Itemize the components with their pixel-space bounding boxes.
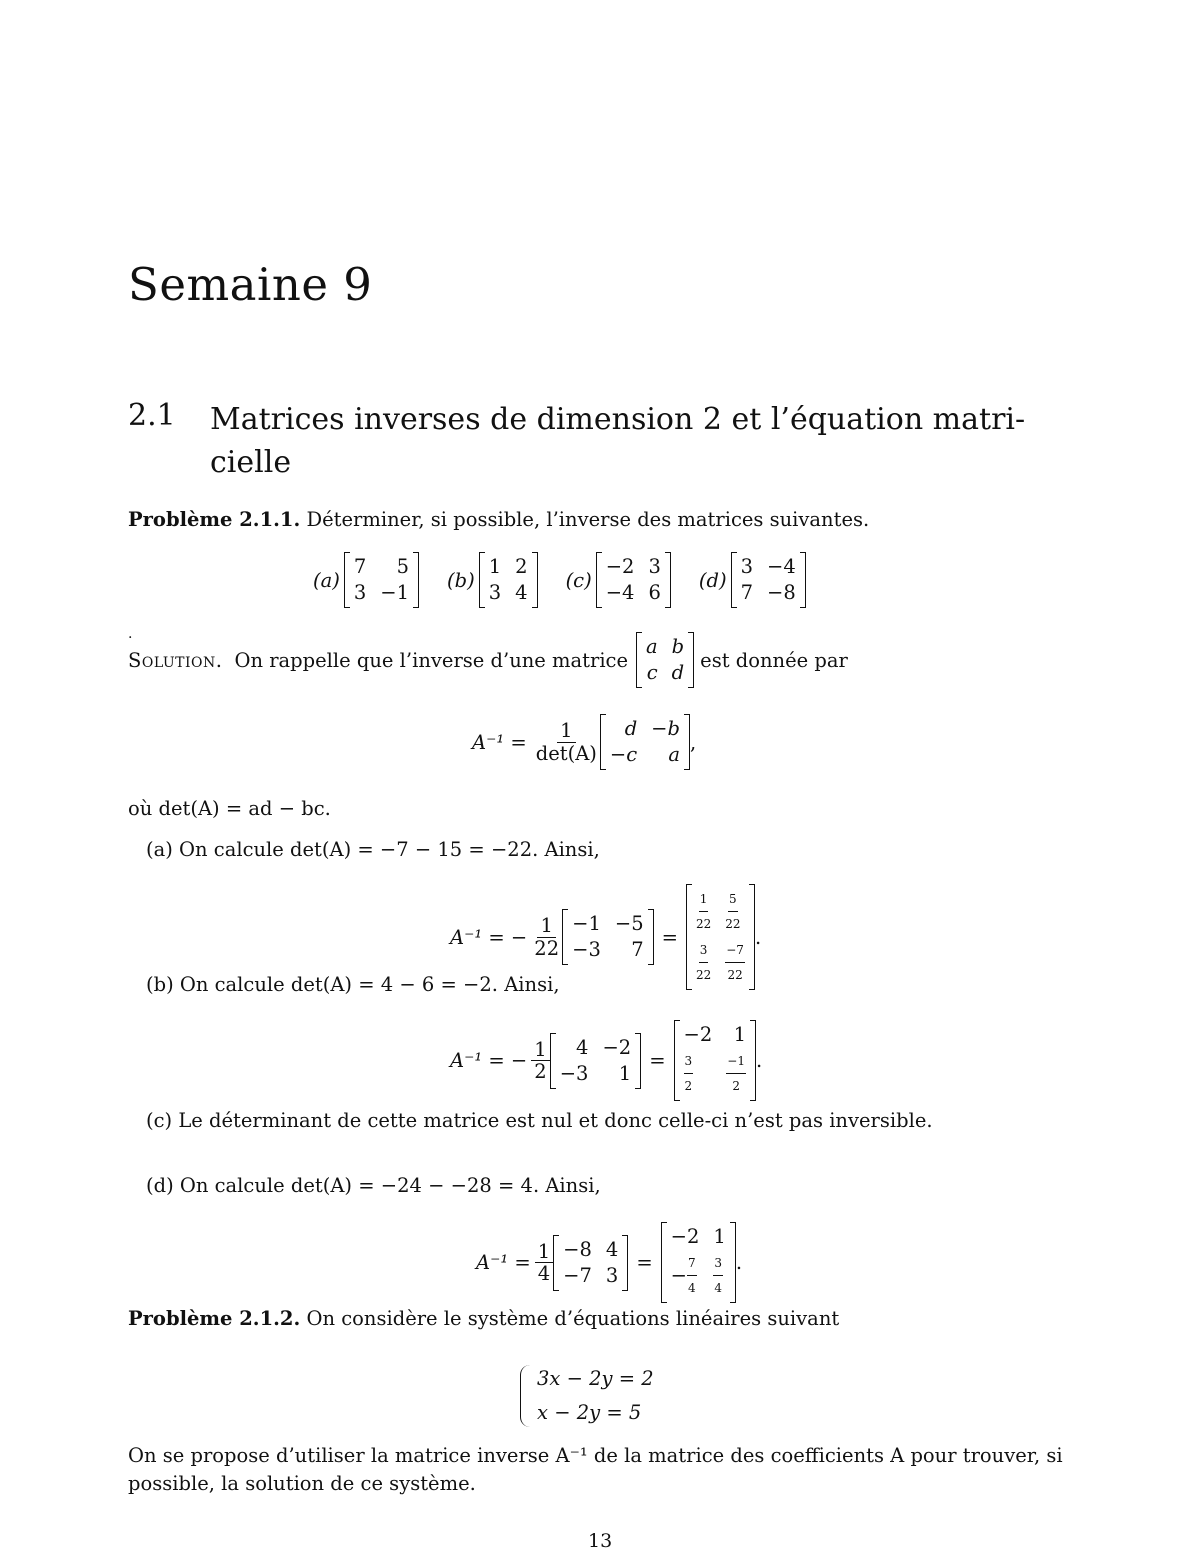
matrix-entry: d (624, 717, 638, 740)
small-fraction (696, 887, 711, 936)
matrix-fraction-cell (696, 887, 711, 936)
equation-lhs: A⁻¹ = − (450, 1049, 528, 1072)
matrix-cells (642, 632, 688, 688)
matrix-entry: −1 (572, 912, 601, 935)
solution-label: Solution. (128, 648, 223, 672)
matrix-fraction-cell (684, 1049, 713, 1098)
problem-1-label: Problème 2.1.1. (128, 508, 301, 531)
problem-1-statement: Déterminer, si possible, l’inverse des matrices suivantes. (306, 508, 870, 531)
system-equations (537, 1362, 654, 1430)
matrix-cells (680, 1020, 750, 1101)
small-fraction (713, 1251, 723, 1300)
matrix (731, 552, 806, 608)
fraction-denominator: det(A) (535, 741, 597, 765)
system-brace (520, 1365, 533, 1427)
fraction-denominator: 2 (534, 1060, 547, 1083)
matrix-entry: −8 (563, 1237, 592, 1261)
matrix-fraction-cell (713, 1251, 725, 1300)
period: . (735, 1251, 743, 1274)
right-bracket (800, 552, 806, 608)
sign: − (670, 1263, 688, 1287)
fraction (535, 1241, 553, 1285)
matrix-entry: 6 (648, 581, 661, 604)
fraction-numerator: 3 (713, 1251, 723, 1276)
problem-2-follow-2: possible, la solution de ce système. (128, 1472, 476, 1495)
fraction-denominator: 2 (684, 1079, 693, 1093)
matrix-fraction-cell (725, 887, 745, 936)
small-fraction (687, 1251, 697, 1300)
matrix (479, 552, 538, 608)
system-eq-1: 3x − 2y = 2 (537, 1367, 654, 1390)
generic-matrix (636, 632, 694, 688)
matrix-fraction-cell (726, 1049, 746, 1098)
equals-sign: = (636, 1251, 653, 1274)
matrix-tag: (c) (565, 568, 592, 592)
matrix-entry: c (646, 661, 658, 684)
matrix-entry: 3 (353, 581, 367, 604)
matrix (661, 1222, 736, 1303)
dot-mark: . (128, 626, 133, 642)
matrix (674, 1020, 756, 1101)
fraction-numerator: 1 (531, 1039, 549, 1061)
right-bracket (665, 552, 671, 608)
matrix (550, 1033, 642, 1089)
right-bracket (532, 552, 538, 608)
matrix-entry: 4 (515, 581, 528, 604)
part-d-equation (476, 1222, 742, 1303)
matrix-entry: 4 (605, 1237, 619, 1261)
matrix-entry: −2 (670, 1225, 700, 1248)
small-fraction (725, 938, 745, 987)
matrix-cells (559, 1235, 622, 1291)
fraction-denominator: 2 (732, 1079, 740, 1093)
part-a-text: (a) On calcule det(A) = −7 − 15 = −22. Ainsi, (146, 838, 600, 861)
matrix-cells (602, 552, 665, 608)
fraction-denominator: 22 (695, 917, 712, 931)
matrix (596, 552, 671, 608)
matrix-entry: −2 (605, 555, 635, 578)
matrix-entry: 5 (396, 555, 410, 578)
right-bracket (635, 1033, 641, 1089)
matrix-fraction-cell (671, 1251, 700, 1300)
matrix-cells (692, 884, 749, 990)
fraction-numerator: 7 (687, 1251, 697, 1276)
matrix-entry: −4 (605, 581, 635, 604)
matrix-entry: 3 (648, 555, 661, 578)
matrix-entry: 2 (515, 555, 528, 578)
matrix-entry: 1 (488, 555, 502, 578)
fraction-numerator: 3 (699, 938, 709, 963)
matrix-entry: d (671, 661, 685, 684)
fraction-numerator: 3 (684, 1049, 694, 1074)
period: . (754, 925, 762, 949)
matrix-entry: 7 (631, 938, 644, 961)
matrix-entry: −c (609, 743, 638, 766)
matrix-entry: −4 (767, 555, 796, 578)
fraction-numerator: 1 (699, 887, 709, 912)
inverse-formula (472, 714, 696, 770)
matrix-tag: (d) (698, 568, 727, 592)
small-fraction (696, 938, 711, 987)
right-bracket (413, 552, 419, 608)
matrix-cells (667, 1222, 730, 1303)
fraction (531, 915, 562, 959)
part-d-text: (d) On calcule det(A) = −24 − −28 = 4. Ainsi, (146, 1174, 601, 1197)
matrix-entry: −3 (572, 938, 601, 961)
matrix (636, 632, 694, 688)
fraction-denominator: 22 (727, 968, 743, 982)
matrix-entry: −5 (614, 912, 644, 935)
solution-intro-tail: est donnée par (700, 648, 848, 672)
fraction-denominator: 4 (537, 1262, 551, 1285)
matrix-entry: 3 (605, 1263, 619, 1287)
problem-2-follow-1: On se propose d’utiliser la matrice inverse A⁻¹ de la matrice des coefficients A pour trouver, si (128, 1444, 1063, 1467)
matrix-entry: −b (651, 717, 680, 740)
matrix-entry: b (671, 635, 685, 658)
section-number: 2.1 (128, 398, 176, 433)
part-b-text: (b) On calcule det(A) = 4 − 6 = −2. Ainsi, (146, 973, 560, 996)
fraction-denominator: 22 (725, 917, 741, 931)
page-number: 13 (588, 1530, 613, 1552)
period: . (756, 1049, 763, 1072)
matrix-entry: 1 (713, 1225, 726, 1248)
equation-lhs: A⁻¹ = (476, 1251, 531, 1274)
fraction (531, 1039, 549, 1083)
small-fraction (725, 887, 740, 936)
matrix (344, 552, 419, 608)
problem-1-line (128, 508, 869, 532)
fraction-numerator: 1 (535, 1241, 553, 1263)
system-eq-2: x − 2y = 5 (537, 1401, 642, 1424)
matrix-entry: −7 (563, 1263, 592, 1287)
matrix-entry: −3 (559, 1061, 589, 1085)
det-definition: où det(A) = ad − bc. (128, 797, 331, 820)
matrix-fraction-cell (725, 938, 745, 987)
solution-intro (128, 632, 848, 688)
problem-2-line (128, 1307, 839, 1331)
equals-sign: = (649, 1049, 666, 1072)
fraction-numerator: 5 (728, 887, 738, 912)
matrix (562, 909, 654, 965)
fraction-numerator: 1 (557, 720, 575, 742)
matrix-entry: 1 (733, 1023, 746, 1046)
matrix (553, 1235, 628, 1291)
matrix-tag: (a) (313, 568, 340, 592)
matrix-cells (568, 909, 648, 965)
matrix-entry: a (668, 743, 680, 766)
small-fraction (726, 1049, 746, 1098)
formula-comma: , (690, 730, 697, 754)
linear-system (520, 1362, 654, 1430)
problem-2-statement: On considère le système d’équations linéaires suivant (306, 1307, 840, 1330)
matrix-entry: 1 (618, 1061, 632, 1085)
equation-lhs: A⁻¹ = − (450, 925, 528, 949)
matrix-cells (556, 1033, 636, 1089)
fraction (533, 720, 600, 764)
fraction-denominator: 22 (695, 968, 712, 982)
fraction-denominator: 4 (714, 1281, 723, 1295)
right-bracket (648, 909, 654, 965)
matrix-tag: (b) (447, 568, 475, 592)
section-title: Matrices inverses de dimension 2 et l’équation matri-cielle (210, 402, 1026, 480)
problem-2-label: Problème 2.1.2. (128, 1307, 301, 1330)
solution-intro-text: On rappelle que l’inverse d’une matrice (234, 648, 629, 672)
part-c-text: (c) Le déterminant de cette matrice est nul et donc celle-ci n’est pas inversible. (146, 1109, 933, 1132)
fraction-numerator: −7 (725, 938, 745, 963)
matrix-entry: −2 (602, 1035, 632, 1059)
matrix-entry: 3 (740, 555, 753, 578)
problem-1-matrices (313, 552, 806, 608)
right-bracket (622, 1235, 628, 1291)
small-fraction (684, 1049, 694, 1098)
matrix-entry: 3 (488, 581, 502, 604)
matrix-cells (350, 552, 413, 608)
matrix-entry: 7 (353, 555, 367, 578)
matrix-entry: −2 (683, 1023, 713, 1046)
matrix-entry: 4 (576, 1035, 589, 1059)
fraction-denominator: 4 (688, 1281, 696, 1295)
matrix-fraction-cell (696, 938, 711, 987)
fraction-numerator: 1 (537, 915, 555, 937)
fraction-numerator: −1 (726, 1049, 746, 1074)
matrix-cells (485, 552, 532, 608)
matrix-cells (737, 552, 800, 608)
matrix-entry: −1 (380, 581, 410, 604)
right-bracket (688, 632, 694, 688)
part-b-equation (450, 1020, 762, 1101)
matrix-cells (606, 714, 684, 770)
equals-sign: = (661, 925, 678, 949)
formula-lhs: A⁻¹ = (472, 730, 527, 754)
matrix-entry: 7 (740, 581, 753, 604)
matrix (600, 714, 690, 770)
matrix (686, 884, 755, 990)
fraction-denominator: 22 (534, 936, 560, 960)
chapter-title: Semaine 9 (128, 258, 373, 311)
matrix-entry: −8 (767, 581, 796, 604)
matrix-entry: a (646, 635, 658, 658)
